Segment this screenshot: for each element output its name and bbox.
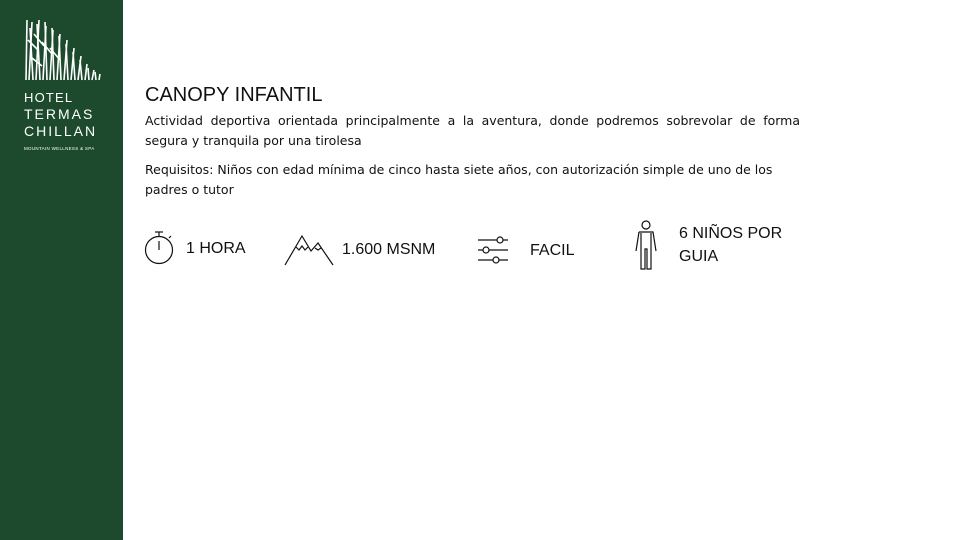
activity-title: CANOPY INFANTIL bbox=[145, 84, 323, 106]
feature-difficulty bbox=[476, 235, 574, 265]
brand-sidebar bbox=[0, 0, 123, 540]
activity-description: Actividad deportiva orientada principalmente a la aventura, donde podremos sobrevolar de forma segura y tranquila por una tirolesa bbox=[145, 113, 800, 148]
brand-chillan: CHILLAN bbox=[24, 123, 98, 139]
stopwatch-icon bbox=[143, 230, 177, 266]
feature-duration bbox=[143, 230, 246, 266]
feature-altitude bbox=[284, 231, 435, 267]
mountain-icon bbox=[284, 231, 334, 267]
person-icon bbox=[633, 219, 659, 271]
feature-altitude-label: 1.600 MSNM bbox=[342, 240, 436, 258]
trees-logo-icon bbox=[24, 20, 102, 82]
brand-hotel: HOTEL bbox=[24, 90, 74, 105]
brand-termas: TERMAS bbox=[24, 106, 95, 122]
feature-difficulty-label: FACIL bbox=[530, 241, 575, 259]
sliders-icon bbox=[476, 235, 510, 265]
feature-group-size bbox=[633, 219, 809, 271]
feature-group-size-label: 6 NIÑOS POR GUIA bbox=[679, 225, 783, 265]
activity-requirements: Requisitos: Niños con edad mínima de cinco hasta siete años, con autorización simple de uno de los padres o tutor bbox=[145, 162, 773, 197]
feature-duration-label: 1 HORA bbox=[186, 239, 246, 257]
brand-tagline: MOUNTAIN WELLNESS & SPA bbox=[24, 146, 95, 151]
